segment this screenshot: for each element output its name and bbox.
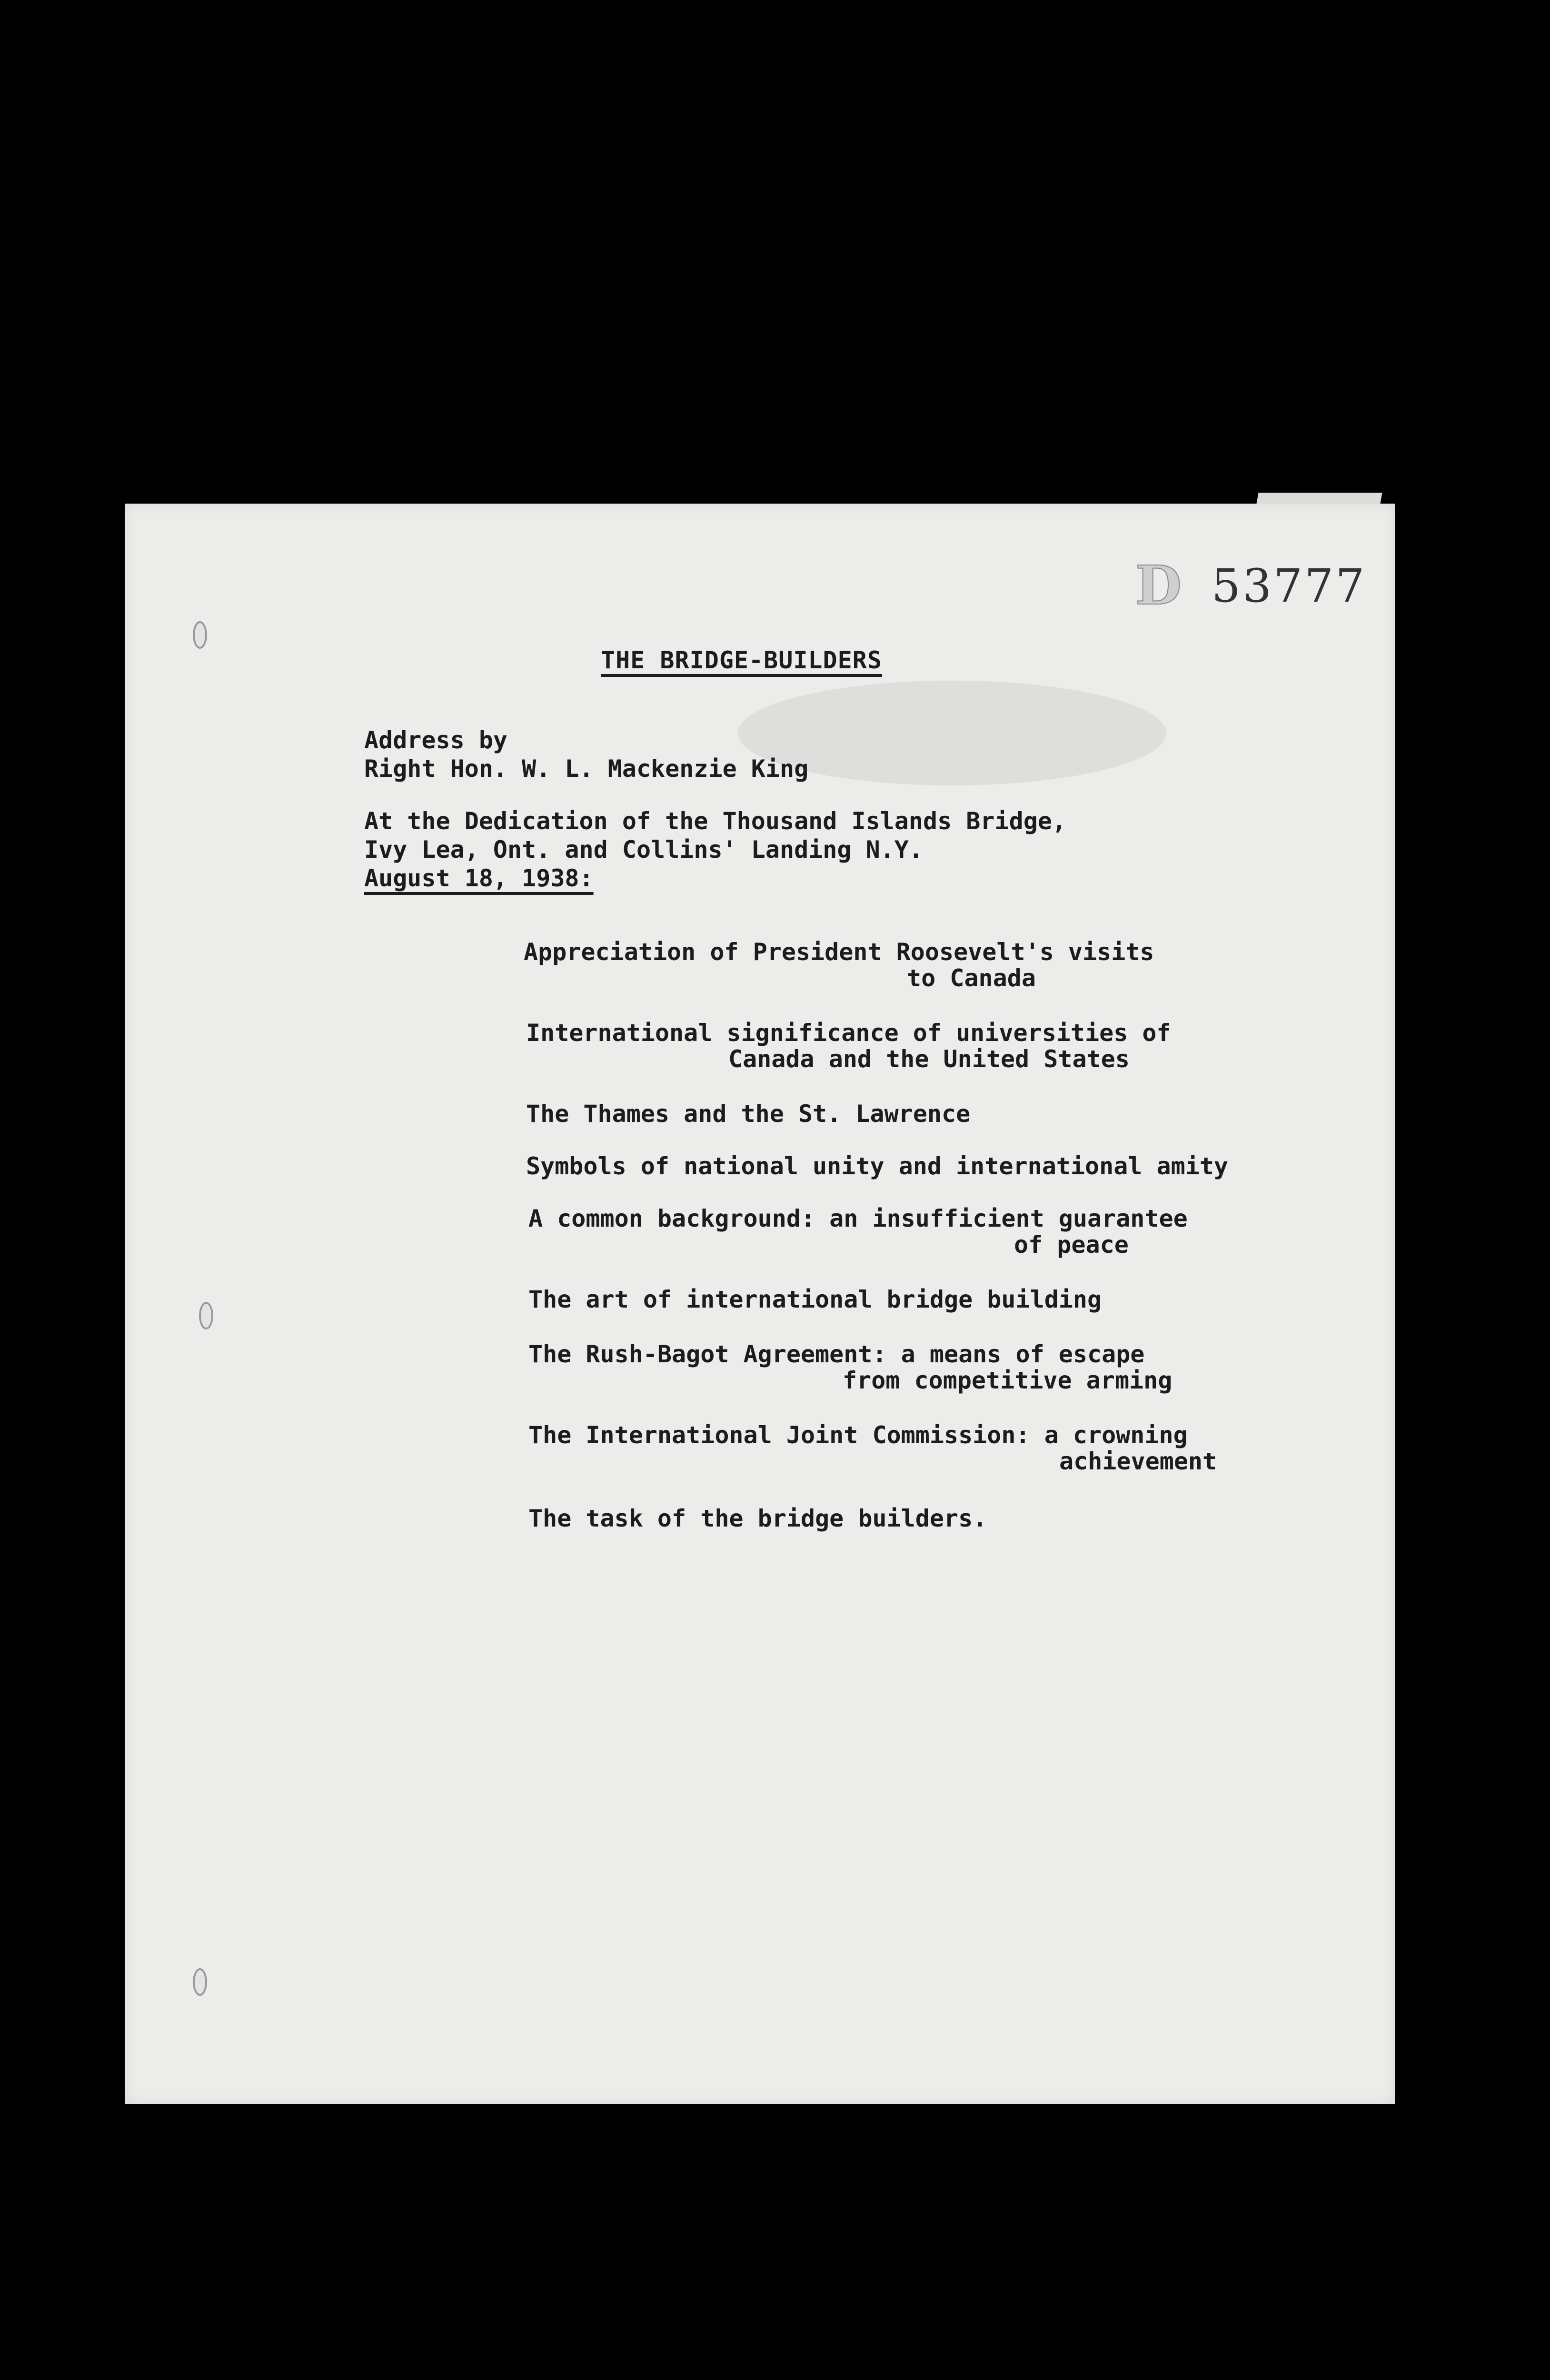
topic-1-line-1: Appreciation of President Roosevelt's visits (524, 938, 1154, 966)
address-line-2: Right Hon. W. L. Mackenzie King (364, 755, 809, 783)
topic-4-line-1: Symbols of national unity and international amity (526, 1152, 1229, 1180)
archive-stamp-letter: D (1135, 555, 1184, 617)
address-line-1: Address by (364, 726, 508, 754)
topic-8-line-2: achievement (1059, 1448, 1217, 1475)
topic-7-line-2: from competitive arming (843, 1367, 1172, 1394)
topic-8-line-1: The International Joint Commission: a crowning (528, 1421, 1188, 1449)
topic-6-line-1: The art of international bridge building (528, 1286, 1102, 1313)
topic-5-line-2: of peace (1014, 1231, 1129, 1259)
address-date: August 18, 1938: (364, 864, 594, 892)
topic-7-line-1: The Rush-Bagot Agreement: a means of escape (528, 1340, 1145, 1368)
topic-3-line-1: The Thames and the St. Lawrence (526, 1100, 971, 1128)
topic-2-line-2: Canada and the United States (728, 1045, 1130, 1073)
punch-hole-bottom (193, 1968, 207, 1996)
archive-stamp-number: 53777 (1212, 559, 1367, 613)
topic-9-line-1: The task of the bridge builders. (528, 1505, 987, 1532)
punch-hole-top (193, 621, 207, 649)
topic-1-line-2: to Canada (907, 964, 1036, 992)
topic-5-line-1: A common background: an insufficient guarantee (528, 1205, 1188, 1232)
topic-2-line-1: International significance of universities of (526, 1019, 1171, 1047)
punch-hole-middle (199, 1302, 213, 1329)
occasion-line-1: At the Dedication of the Thousand Islands Bridge, (364, 807, 1067, 835)
document-title: THE BRIDGE-BUILDERS (601, 646, 882, 674)
occasion-line-2: Ivy Lea, Ont. and Collins' Landing N.Y. (364, 836, 923, 863)
